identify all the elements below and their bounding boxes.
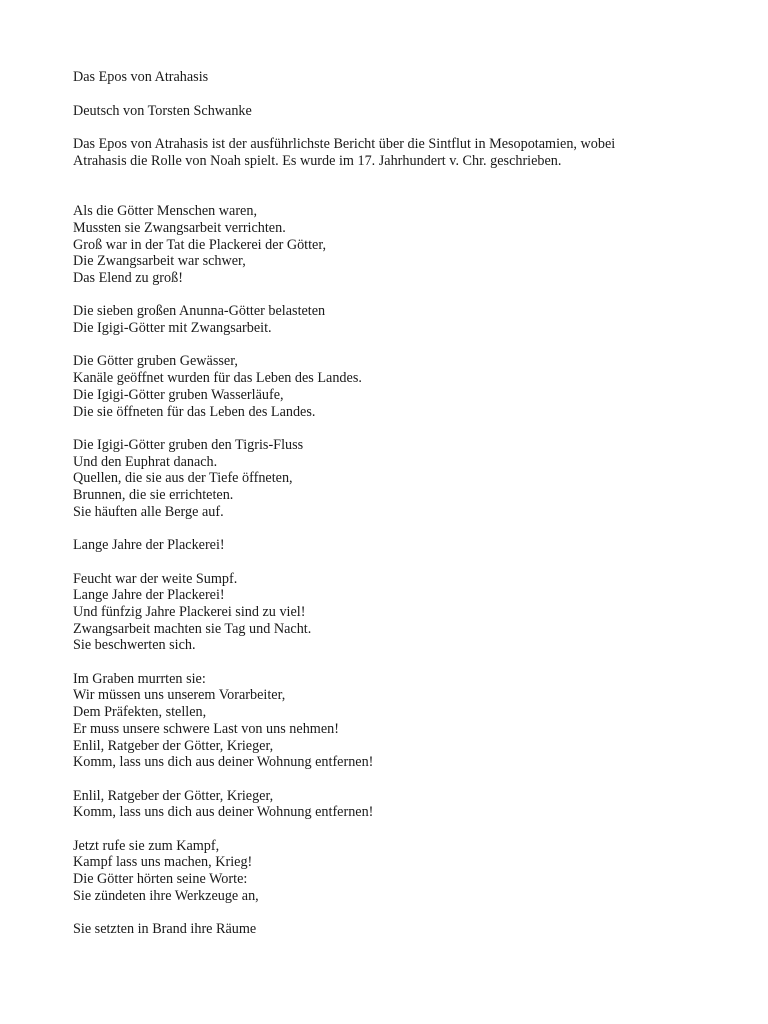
poem-stanza	[73, 571, 713, 655]
poem-line: Die sieben großen Anunna-Götter belasteten	[73, 303, 326, 320]
poem-stanza	[73, 203, 713, 287]
poem-line: Das Elend zu groß!	[73, 269, 183, 286]
poem-line: Im Graben murrten sie:	[73, 670, 206, 687]
poem-line: Sie beschwerten sich.	[73, 637, 196, 654]
document-body	[73, 69, 713, 955]
intro-line: Atrahasis die Rolle von Noah spielt. Es wurde im 17. Jahrhundert v. Chr. geschrieben.	[73, 152, 562, 169]
poem-line: Er muss unsere schwere Last von uns nehmen!	[73, 720, 339, 737]
poem-line: Wir müssen uns unserem Vorarbeiter,	[73, 687, 286, 704]
poem-line: Die Götter gruben Gewässer,	[73, 353, 238, 370]
poem-stanza	[73, 303, 713, 336]
poem-stanza	[73, 788, 713, 821]
poem-line: Als die Götter Menschen waren,	[73, 203, 257, 220]
poem-line: Dem Präfekten, stellen,	[73, 704, 207, 721]
poem-line: Die Igigi-Götter gruben den Tigris-Fluss	[73, 436, 304, 453]
poem-line: Die sie öffneten für das Leben des Landes.	[73, 403, 316, 420]
document-title: Das Epos von Atrahasis	[73, 69, 209, 85]
poem-stanza	[73, 537, 713, 554]
poem-line: Sie zündeten ihre Werkzeuge an,	[73, 887, 259, 904]
poem-line: Zwangsarbeit machten sie Tag und Nacht.	[73, 620, 312, 637]
intro-line: Das Epos von Atrahasis ist der ausführlichste Bericht über die Sintflut in Mesopotamien, wobei	[73, 136, 616, 153]
poem-line: Die Igigi-Götter gruben Wasserläufe,	[73, 386, 284, 403]
poem-line: Mussten sie Zwangsarbeit verrichten.	[73, 219, 286, 236]
poem-line: Quellen, die sie aus der Tiefe öffneten,	[73, 470, 293, 487]
poem-line: Und fünfzig Jahre Plackerei sind zu viel!	[73, 603, 306, 620]
poem-line: Feucht war der weite Sumpf.	[73, 570, 238, 587]
document-author: Deutsch von Torsten Schwanke	[73, 102, 252, 119]
poem-line: Lange Jahre der Plackerei!	[73, 537, 225, 554]
poem-line: Kampf lass uns machen, Krieg!	[73, 854, 253, 871]
poem-line: Die Götter hörten seine Worte:	[73, 871, 248, 888]
poem-stanza	[73, 838, 713, 905]
poem-line: Kanäle geöffnet wurden für das Leben des Landes.	[73, 370, 362, 387]
poem-stanza	[73, 437, 713, 521]
poem-stanza	[73, 353, 713, 420]
poem-line: Die Zwangsarbeit war schwer,	[73, 253, 246, 270]
poem	[73, 203, 713, 938]
poem-line: Lange Jahre der Plackerei!	[73, 587, 225, 604]
poem-line: Jetzt rufe sie zum Kampf,	[73, 837, 220, 854]
poem-stanza	[73, 921, 713, 938]
poem-line: Die Igigi-Götter mit Zwangsarbeit.	[73, 320, 272, 337]
poem-line: Und den Euphrat danach.	[73, 453, 218, 470]
poem-line: Komm, lass uns dich aus deiner Wohnung entfernen!	[73, 754, 374, 771]
poem-line: Sie setzten in Brand ihre Räume	[73, 921, 257, 938]
poem-line: Enlil, Ratgeber der Götter, Krieger,	[73, 737, 274, 754]
intro-paragraph	[73, 136, 713, 169]
poem-line: Komm, lass uns dich aus deiner Wohnung entfernen!	[73, 804, 374, 821]
poem-line: Brunnen, die sie errichteten.	[73, 487, 234, 504]
poem-stanza	[73, 671, 713, 771]
poem-line: Sie häuften alle Berge auf.	[73, 503, 224, 520]
poem-line: Enlil, Ratgeber der Götter, Krieger,	[73, 787, 274, 804]
poem-line: Groß war in der Tat die Plackerei der Götter,	[73, 236, 327, 253]
